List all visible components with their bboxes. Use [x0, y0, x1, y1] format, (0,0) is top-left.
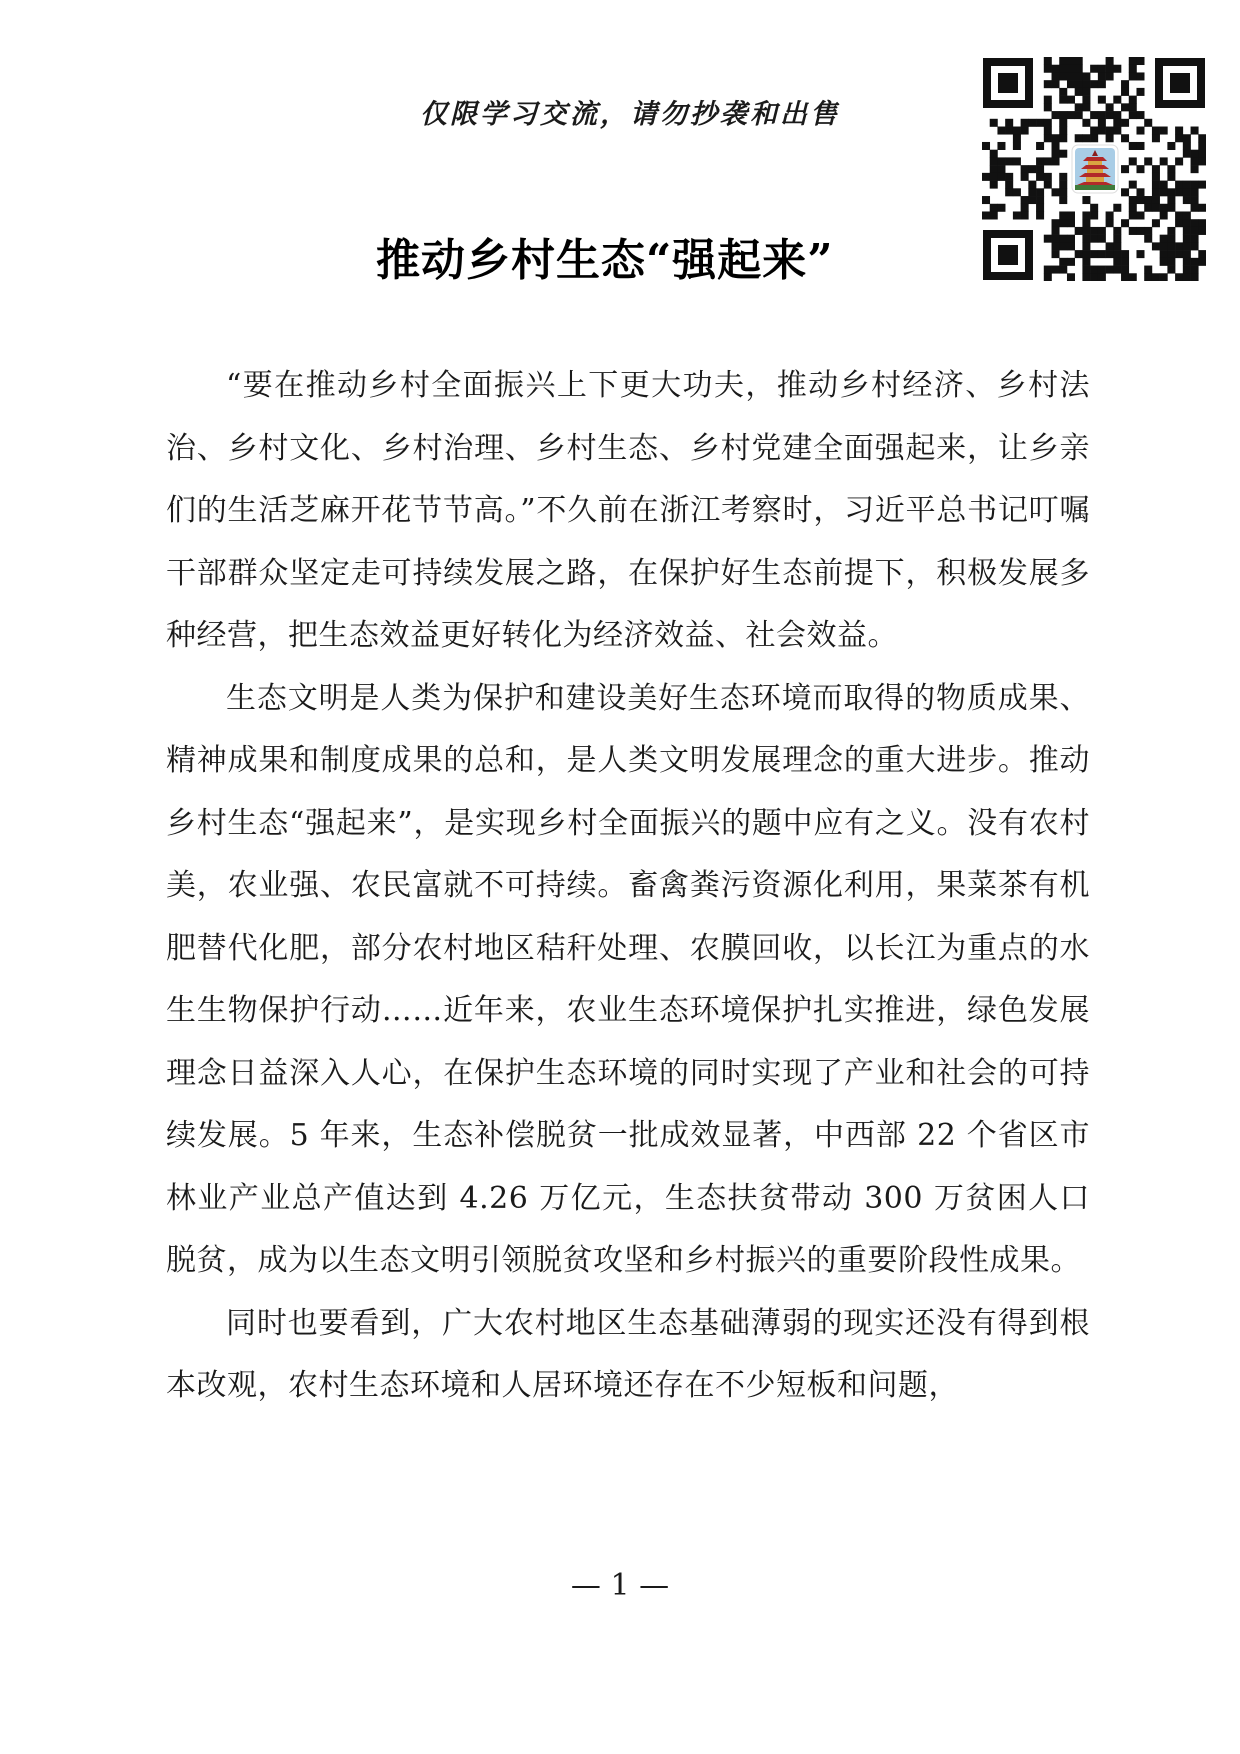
qr-code-icon [982, 57, 1206, 281]
pagoda-icon [1072, 145, 1118, 193]
paragraph-3: 同时也要看到，广大农村地区生态基础薄弱的现实还没有得到根本改观，农村生态环境和人居环境还存在不少短板和问题， [166, 1305, 1090, 1403]
document-body [166, 355, 1090, 1418]
page-number: — 1 — [570, 1568, 670, 1603]
header-notice: 仅限学习交流，请勿抄袭和出售 [420, 99, 840, 130]
paragraph-2: 生态文明是人类为保护和建设美好生态环境而取得的物质成果、精神成果和制度成果的总和，是人类文明发展理念的重大进步。推动乡村生态“强起来”，是实现乡村全面振兴的题中应有之义。没有农村美，农业强、农民富就不可持续。畜禽粪污资源化利用，果菜茶有机肥替代化肥，部分农村地区秸秆处理、农膜回收，以长江为重点的水生生物保护行动……近年来，农业生态环境保护扎实推进，绿色发展理念日益深入人心，在保护生态环境的同时实现了产业和社会的可持续发展。5 年来，生态补偿脱贫一批成效显著，中西部 22 个省区市林业产业总产值达到 4.26 万亿元，生态扶贫带动 300 万贫困人口脱贫，成为以生态文明引领脱贫攻坚和乡村振兴的重要阶段性成果。 [166, 680, 1090, 1278]
document-title: 推动乡村生态“强起来” [376, 235, 834, 286]
paragraph-1: “要在推动乡村全面振兴上下更大功夫，推动乡村经济、乡村法治、乡村文化、乡村治理、乡村生态、乡村党建全面强起来，让乡亲们的生活芝麻开花节节高。”不久前在浙江考察时，习近平总书记叮嘱干部群众坚定走可持续发展之路，在保护好生态前提下，积极发展多种经营，把生态效益更好转化为经济效益、社会效益。 [166, 368, 1090, 653]
